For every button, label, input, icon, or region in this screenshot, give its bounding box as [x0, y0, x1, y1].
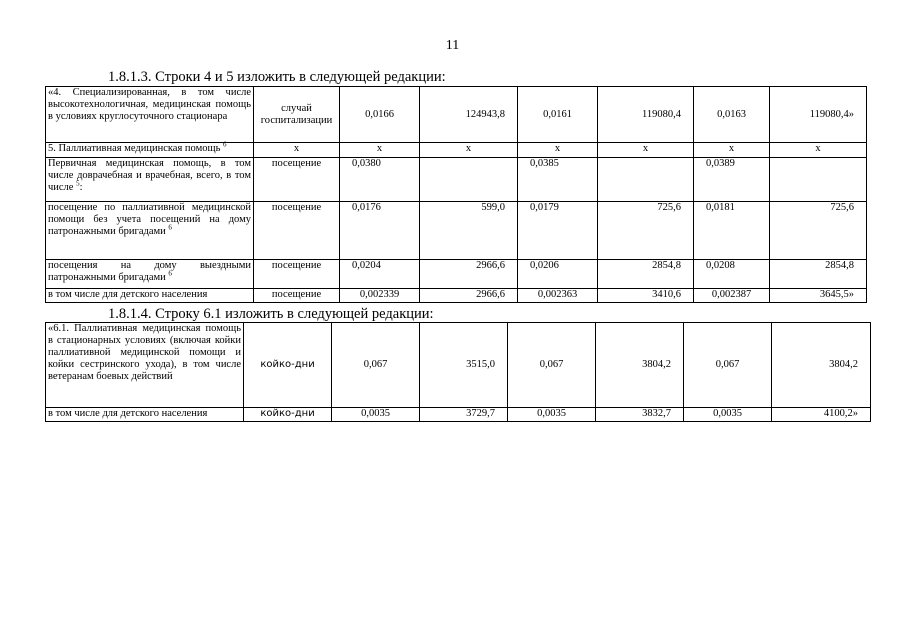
value-cell: 0,0161: [518, 87, 598, 143]
value-cell: 0,0163: [694, 87, 770, 143]
value-cell: 0,0179: [518, 202, 598, 260]
value-cell: 3410,6: [598, 289, 694, 303]
value-cell: 0,002363: [518, 289, 598, 303]
value-cell: 0,002387: [694, 289, 770, 303]
value-cell: 3804,2: [772, 323, 871, 408]
table-row: [46, 202, 867, 260]
value-cell: 0,0176: [340, 202, 420, 260]
value-cell: 0,067: [332, 323, 420, 408]
value-cell: 2966,6: [420, 260, 518, 289]
value-cell: 0,0389: [694, 158, 770, 202]
value-cell: 0,0181: [694, 202, 770, 260]
value-cell: 0,0166: [340, 87, 420, 143]
section-heading-1-8-1-3: 1.8.1.3. Строки 4 и 5 изложить в следующей редакции:: [108, 69, 446, 85]
value-cell: 0,0380: [340, 158, 420, 202]
row-description: «6.1. Паллиативная медицинская помощь в стационарных условиях (включая койки паллиативной медицинской помощи и койки сестринского ухода), в том числе ветеранам боевых действий: [46, 323, 244, 408]
row-description: «4. Специализированная, в том числе высокотехнологичная, медицинская помощь в условиях круглосуточного стационара: [46, 87, 254, 143]
value-cell: 0,002339: [340, 289, 420, 303]
row-description: посещения на дому выездными патронажными бригадами $^6$: [46, 260, 254, 289]
row-unit: посещение: [254, 260, 340, 289]
row-description: Первичная медицинская помощь, в том числе доврачебная и врачебная, всего, в том числе $^5$:: [46, 158, 254, 202]
row-unit: койко-дни: [244, 323, 332, 408]
value-cell: 3729,7: [420, 408, 508, 422]
row-description: в том числе для детского населения: [46, 289, 254, 303]
value-cell: 124943,8: [420, 87, 518, 143]
table-row: [46, 158, 867, 202]
value-cell: 0,0385: [518, 158, 598, 202]
table-row: [46, 323, 871, 408]
row-unit: койко-дни: [244, 408, 332, 422]
row-unit: посещение: [254, 289, 340, 303]
table-row-6-1: [45, 322, 871, 422]
value-cell: 0,0035: [684, 408, 772, 422]
value-cell: [420, 158, 518, 202]
row-description: 5. Паллиативная медицинская помощь $^6$: [46, 143, 254, 158]
table-rows-4-5: [45, 86, 867, 303]
value-cell: 0,0035: [332, 408, 420, 422]
value-cell: [598, 158, 694, 202]
value-cell: х: [598, 143, 694, 158]
value-cell: 3645,5»: [770, 289, 867, 303]
value-cell: 119080,4: [598, 87, 694, 143]
value-cell: 0,0206: [518, 260, 598, 289]
value-cell: х: [340, 143, 420, 158]
value-cell: 119080,4»: [770, 87, 867, 143]
table-row: [46, 143, 867, 158]
value-cell: 599,0: [420, 202, 518, 260]
row-unit: посещение: [254, 158, 340, 202]
row-unit: посещение: [254, 202, 340, 260]
value-cell: 0,067: [508, 323, 596, 408]
value-cell: 3804,2: [596, 323, 684, 408]
value-cell: 3515,0: [420, 323, 508, 408]
value-cell: 0,0035: [508, 408, 596, 422]
value-cell: х: [420, 143, 518, 158]
value-cell: х: [694, 143, 770, 158]
table-row: [46, 260, 867, 289]
value-cell: 0,0208: [694, 260, 770, 289]
value-cell: х: [770, 143, 867, 158]
value-cell: 2854,8: [598, 260, 694, 289]
value-cell: 2966,6: [420, 289, 518, 303]
value-cell: 0,0204: [340, 260, 420, 289]
row-description: посещение по паллиативной медицинской помощи без учета посещений на дому патронажными бригадами $^6$: [46, 202, 254, 260]
section-heading-1-8-1-4: 1.8.1.4. Строку 6.1 изложить в следующей редакции:: [108, 306, 434, 322]
value-cell: 725,6: [770, 202, 867, 260]
row-unit: х: [254, 143, 340, 158]
table-row: [46, 289, 867, 303]
value-cell: 4100,2»: [772, 408, 871, 422]
value-cell: 725,6: [598, 202, 694, 260]
table-row: [46, 87, 867, 143]
value-cell: 2854,8: [770, 260, 867, 289]
value-cell: х: [518, 143, 598, 158]
table-row: [46, 408, 871, 422]
page-number: 11: [445, 38, 460, 53]
value-cell: 0,067: [684, 323, 772, 408]
value-cell: [770, 158, 867, 202]
value-cell: 3832,7: [596, 408, 684, 422]
row-description: в том числе для детского населения: [46, 408, 244, 422]
row-unit: случай госпитализации: [254, 87, 340, 143]
